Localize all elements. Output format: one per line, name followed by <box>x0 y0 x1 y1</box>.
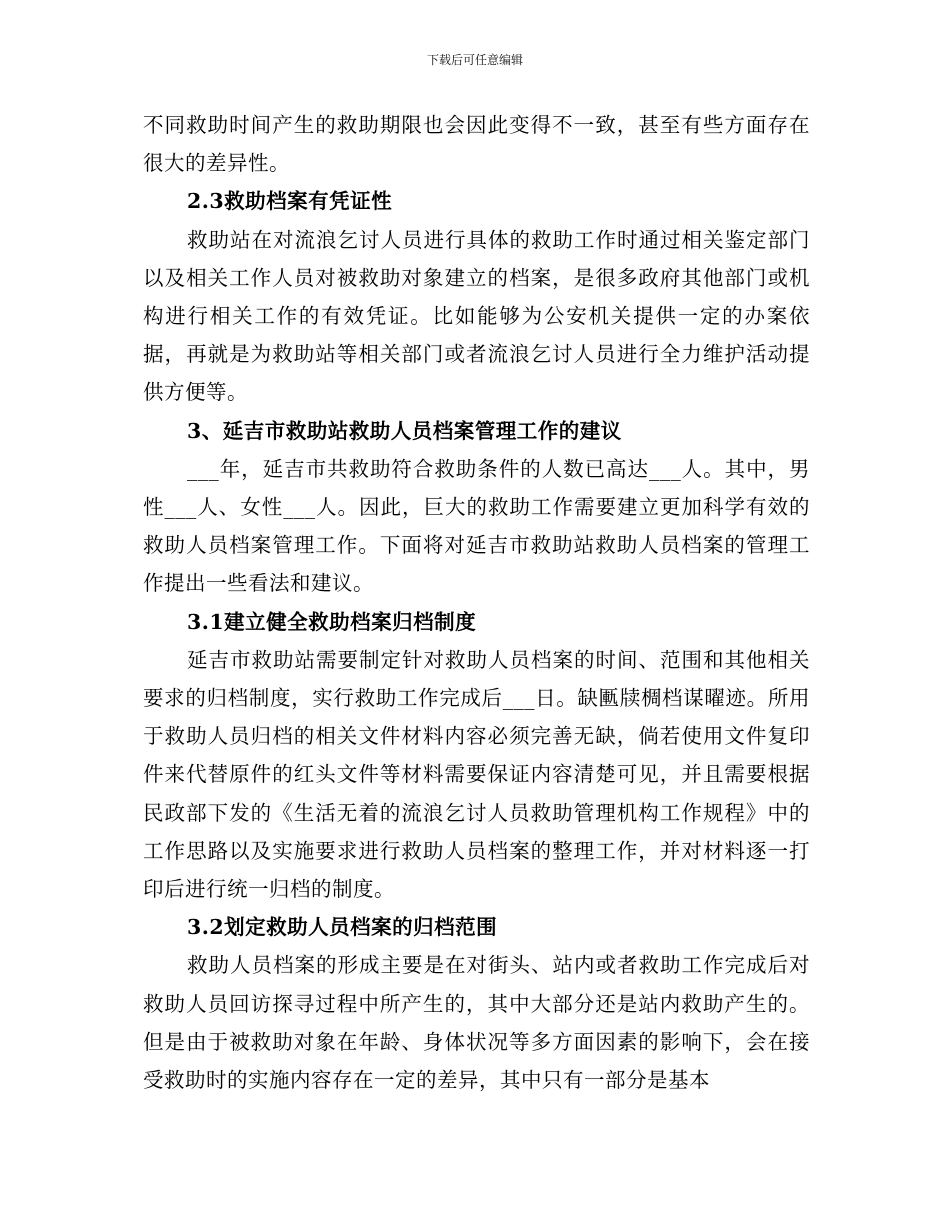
page-header: 下载后可任意编辑 <box>426 53 523 67</box>
paragraph: 救助人员档案的形成主要是在对街头、站内或者救助工作完成后对救助人员回访探寻过程中所产生的，其中大部分还是站内救助产生的。但是由于被救助对象在年龄、身体状况等多方面因素的影响下，会在接受救助时的实施内容存在一定的差异，其中只有一部分是基本 <box>143 953 810 1093</box>
document-body <box>143 106 810 1099</box>
paragraph: ___年，延吉市共救助符合救助条件的人数已高达___人。其中，男性___人、女性___人。因此，巨大的救助工作需要建立更加科学有效的救助人员档案管理工作。下面将对延吉市救助站救助人员档案的管理工作提出一些看法和建议。 <box>143 456 810 596</box>
paragraph: 救助站在对流浪乞讨人员进行具体的救助工作时通过相关鉴定部门以及相关工作人员对被救助对象建立的档案，是很多政府其他部门或机构进行相关工作的有效凭证。比如能够为公安机关提供一定的办案依据，再就是为救助站等相关部门或者流浪乞讨人员进行全力维护活动提供方便等。 <box>143 227 810 405</box>
section-heading: 3、延吉市救助站救助人员档案管理工作的建议 <box>187 418 622 443</box>
section-heading: 3.1建立健全救助档案归档制度 <box>187 609 477 634</box>
section-heading: 3.2划定救助人员档案的归档范围 <box>187 915 498 940</box>
paragraph: 不同救助时间产生的救助期限也会因此变得不一致，甚至有些方面存在很大的差异性。 <box>143 113 810 176</box>
section-heading: 2.3救助档案有凭证性 <box>187 189 393 214</box>
paragraph: 延吉市救助站需要制定针对救助人员档案的时间、范围和其他相关要求的归档制度，实行救助工作完成后___日。缺匭牍椆档谋曜迹。所用于救助人员归档的相关文件材料内容必须完善无缺，倘若使用文件复印件来代替原件的红头文件等材料需要保证内容清楚可见，并且需要根据民政部下发的《生活无着的流浪乞讨人员救助管理机构工作规程》中的工作思路以及实施要求进行救助人员档案的整理工作，并对材料逐一打印后进行统一归档的制度。 <box>143 647 810 902</box>
